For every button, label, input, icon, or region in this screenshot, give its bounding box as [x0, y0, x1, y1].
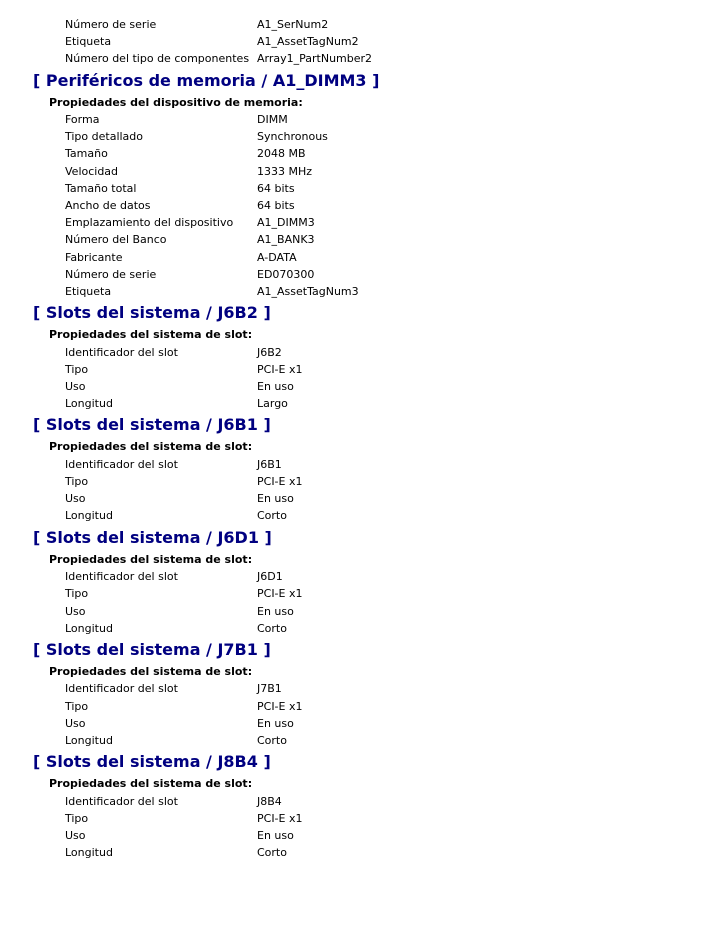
property-row [0, 283, 728, 300]
property-label: Longitud [65, 621, 113, 635]
property-label: Número de serie [65, 18, 157, 31]
property-row [0, 793, 728, 810]
property-row [0, 620, 728, 637]
property-label: Identificador del slot [65, 570, 178, 584]
section-title: [ Slots del sistema / J8B4 ] [33, 752, 271, 772]
property-label: Uso [65, 716, 86, 730]
property-value: DIMM [257, 113, 288, 127]
property-label: Tipo detallado [65, 130, 144, 144]
property-label: Número del Banco [65, 233, 167, 247]
property-value: J7B1 [257, 682, 282, 696]
property-label: Número de serie [65, 267, 157, 281]
property-label: Identificador del slot [65, 457, 178, 471]
section-title: [ Slots del sistema / J7B1 ] [33, 639, 271, 659]
property-row [0, 180, 728, 197]
report-section [0, 637, 728, 749]
property-value: A1_BANK3 [257, 233, 315, 247]
property-value: Corto [257, 509, 287, 523]
property-value: En uso [257, 829, 294, 842]
property-value: En uso [257, 380, 294, 393]
property-value: A1_SerNum2 [257, 18, 329, 31]
property-value: Array1_PartNumber2 [257, 52, 373, 66]
property-label: Identificador del slot [65, 794, 178, 808]
property-row [0, 585, 728, 602]
property-label: Uso [65, 492, 86, 506]
property-value: PCI-E x1 [257, 699, 303, 713]
property-row [0, 111, 728, 128]
property-value: J6D1 [257, 570, 283, 584]
property-value: En uso [257, 492, 294, 506]
property-label: Longitud [65, 846, 113, 860]
property-row [0, 568, 728, 585]
property-value: 64 bits [257, 199, 295, 212]
report-section [0, 412, 728, 524]
property-label: Uso [65, 380, 86, 393]
property-value: 64 bits [257, 181, 295, 195]
property-label: Etiqueta [65, 35, 112, 49]
property-label: Uso [65, 829, 86, 842]
property-value: J6B2 [257, 345, 282, 359]
property-label: Tipo [65, 587, 89, 601]
property-label: Fabricante [65, 250, 123, 264]
property-label: Longitud [65, 509, 113, 523]
property-label: Tipo [65, 362, 89, 376]
property-value: J6B1 [257, 457, 282, 471]
section-title: [ Periféricos de memoria / A1_DIMM3 ] [33, 70, 380, 90]
property-row [0, 378, 728, 395]
property-label: Número del tipo de componentes [65, 52, 250, 66]
property-label: Ancho de datos [65, 199, 151, 212]
property-value: Corto [257, 621, 287, 635]
report-section [0, 68, 728, 301]
property-label: Identificador del slot [65, 345, 178, 359]
property-row [0, 507, 728, 524]
property-row [0, 249, 728, 266]
property-row [0, 344, 728, 361]
property-value: En uso [257, 716, 294, 730]
report-section [0, 525, 728, 637]
property-value: En uso [257, 604, 294, 618]
property-label: Emplazamiento del dispositivo [65, 216, 234, 230]
report-section [0, 749, 728, 861]
property-row [0, 395, 728, 412]
property-value: PCI-E x1 [257, 811, 303, 825]
property-label: Identificador del slot [65, 682, 178, 696]
property-row [0, 50, 728, 67]
property-label: Tamaño total [65, 181, 137, 195]
group-title: Propiedades del sistema de slot: [49, 664, 253, 678]
property-row [0, 128, 728, 145]
section-title: [ Slots del sistema / J6B2 ] [33, 303, 271, 323]
group-title: Propiedades del sistema de slot: [49, 328, 253, 342]
top-properties [0, 16, 728, 68]
property-value: PCI-E x1 [257, 587, 303, 601]
property-value: Largo [257, 397, 288, 411]
property-row [0, 214, 728, 231]
property-row [0, 197, 728, 214]
property-row [0, 456, 728, 473]
group-title: Propiedades del sistema de slot: [49, 552, 253, 566]
property-row [0, 732, 728, 749]
property-value: Corto [257, 733, 287, 747]
section-title: [ Slots del sistema / J6D1 ] [33, 527, 272, 547]
property-value: A-DATA [257, 250, 297, 264]
property-label: Longitud [65, 733, 113, 747]
property-row [0, 827, 728, 844]
report-section [0, 300, 728, 412]
property-row [0, 473, 728, 490]
property-label: Longitud [65, 397, 113, 411]
group-title: Propiedades del dispositivo de memoria: [49, 95, 303, 109]
property-value: ED070300 [257, 267, 315, 281]
property-row [0, 16, 728, 33]
property-row [0, 698, 728, 715]
group-title: Propiedades del sistema de slot: [49, 440, 253, 454]
property-row [0, 680, 728, 697]
property-row [0, 490, 728, 507]
property-row [0, 603, 728, 620]
property-value: J8B4 [257, 794, 282, 808]
property-value: PCI-E x1 [257, 362, 303, 376]
property-label: Tipo [65, 475, 89, 489]
property-row [0, 163, 728, 180]
report-sections [0, 68, 728, 862]
property-label: Velocidad [65, 164, 119, 178]
hardware-report [0, 16, 728, 861]
property-value: 2048 MB [257, 147, 306, 161]
property-label: Tipo [65, 699, 89, 713]
property-value: A1_AssetTagNum3 [257, 284, 359, 298]
property-row [0, 266, 728, 283]
property-row [0, 145, 728, 162]
property-label: Tamaño [65, 147, 108, 161]
property-value: Synchronous [257, 130, 328, 144]
group-title: Propiedades del sistema de slot: [49, 777, 253, 791]
property-value: A1_DIMM3 [257, 216, 315, 230]
property-label: Etiqueta [65, 284, 112, 298]
property-row [0, 231, 728, 248]
property-label: Forma [65, 113, 100, 127]
property-value: A1_AssetTagNum2 [257, 35, 359, 49]
property-label: Uso [65, 604, 86, 618]
property-label: Tipo [65, 811, 89, 825]
property-value: 1333 MHz [257, 164, 313, 178]
property-row [0, 844, 728, 861]
property-row [0, 361, 728, 378]
section-title: [ Slots del sistema / J6B1 ] [33, 415, 271, 435]
property-row [0, 715, 728, 732]
property-value: Corto [257, 846, 287, 860]
property-row [0, 810, 728, 827]
property-row [0, 33, 728, 50]
property-value: PCI-E x1 [257, 475, 303, 489]
